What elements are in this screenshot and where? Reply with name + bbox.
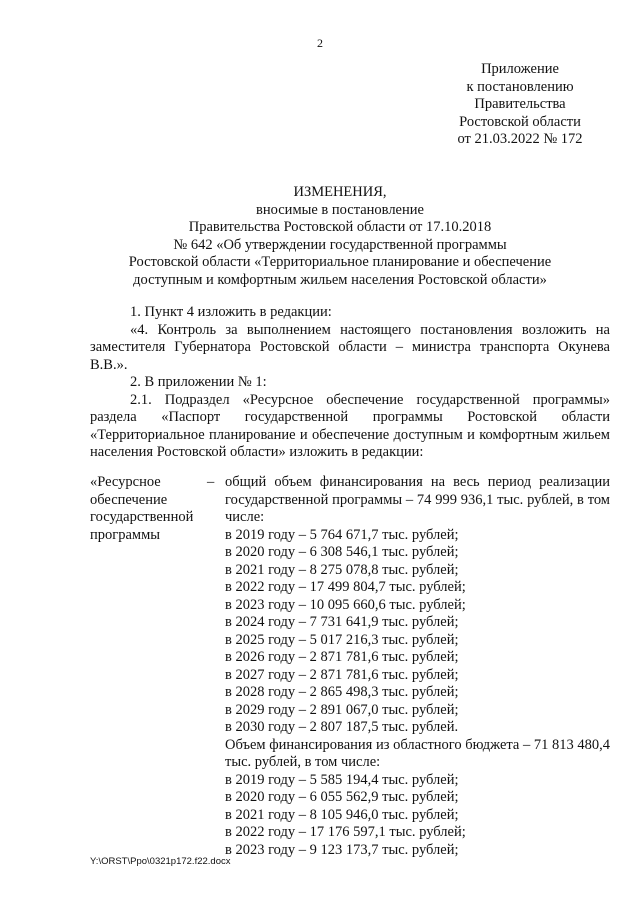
regional-year-line: в 2020 году – 6 055 562,9 тыс. рублей; <box>225 789 459 805</box>
regional-year-line: в 2021 году – 8 105 946,0 тыс. рублей; <box>225 806 459 823</box>
year-line: в 2025 году – 5 017 216,3 тыс. рублей; <box>225 631 459 648</box>
funding-dash: – <box>207 474 215 490</box>
title-line: Ростовской области «Территориальное планирование и обеспечение <box>128 254 552 270</box>
paragraph-4: 2.1. Подраздел «Ресурсное обеспечение государственной программы» раздела «Паспорт государственной программы Ростовской области «Территориальное планирование и обеспечение доступным и комфортным жильем населения Ростовской области» изложить в редакции: <box>90 391 610 460</box>
year-line: в 2022 году – 17 499 804,7 тыс. рублей; <box>225 579 466 595</box>
regional-year-line: в 2019 году – 5 585 194,4 тыс. рублей; <box>225 771 459 788</box>
year-line: в 2028 году – 2 865 498,3 тыс. рублей; <box>225 684 459 700</box>
funding-content <box>225 474 610 859</box>
funding-regional: Объем финансирования из областного бюджета – 71 813 480,4 тыс. рублей, в том числе: <box>225 736 610 770</box>
year-line: в 2024 году – 7 731 641,9 тыс. рублей; <box>225 614 459 630</box>
appendix-line: Правительства <box>474 96 566 112</box>
year-line: в 2030 году – 2 807 187,5 тыс. рублей. <box>225 719 459 735</box>
document-title <box>60 184 620 289</box>
regional-year-line: в 2022 году – 17 176 597,1 тыс. рублей; <box>225 824 466 840</box>
year-line: в 2026 году – 2 871 781,6 тыс. рублей; <box>225 649 459 665</box>
title-line: доступным и комфортным жильем населения Ростовской области» <box>133 271 547 288</box>
paragraph-1: 1. Пункт 4 изложить в редакции: <box>130 304 332 320</box>
appendix-line: от 21.03.2022 № 172 <box>457 131 583 147</box>
title-line: вносимые в постановление <box>256 201 424 218</box>
year-line: в 2029 году – 2 891 067,0 тыс. рублей; <box>225 701 459 718</box>
title-line: № 642 «Об утверждении государственной программы <box>173 236 507 253</box>
year-line: в 2020 году – 6 308 546,1 тыс. рублей; <box>225 544 459 560</box>
year-line: в 2019 году – 5 764 671,7 тыс. рублей; <box>225 526 459 543</box>
funding-label: «Ресурсное обеспечение государственной программы <box>90 474 194 543</box>
funding-total: общий объем финансирования на весь период реализации государственной программы – 74 999 936,1 тыс. рублей, в том числе: <box>225 474 610 525</box>
paragraph-3: 2. В приложении № 1: <box>130 374 267 390</box>
page-number: 2 <box>317 36 323 50</box>
paragraph-2: «4. Контроль за выполнением настоящего постановления возложить на заместителя Губернатора Ростовской области – министра транспорта Окунева В.В.». <box>90 321 610 373</box>
document-body <box>90 304 610 462</box>
year-line: в 2027 году – 2 871 781,6 тыс. рублей; <box>225 666 459 683</box>
regional-year-line: в 2023 году – 9 123 173,7 тыс. рублей; <box>225 841 459 858</box>
title-line: Правительства Ростовской области от 17.10.2018 <box>188 219 492 235</box>
appendix-line: Приложение <box>481 61 559 77</box>
appendix-header <box>440 61 600 149</box>
year-line: в 2021 году – 8 275 078,8 тыс. рублей; <box>225 561 459 578</box>
title-heading: ИЗМЕНЕНИЯ, <box>293 184 387 200</box>
year-line: в 2023 году – 10 095 660,6 тыс. рублей; <box>225 596 466 613</box>
appendix-line: к постановлению <box>466 78 574 95</box>
appendix-line: Ростовской области <box>459 113 581 130</box>
file-path-footer: Y:\ORST\Ppo\0321p172.f22.docx <box>90 856 231 867</box>
